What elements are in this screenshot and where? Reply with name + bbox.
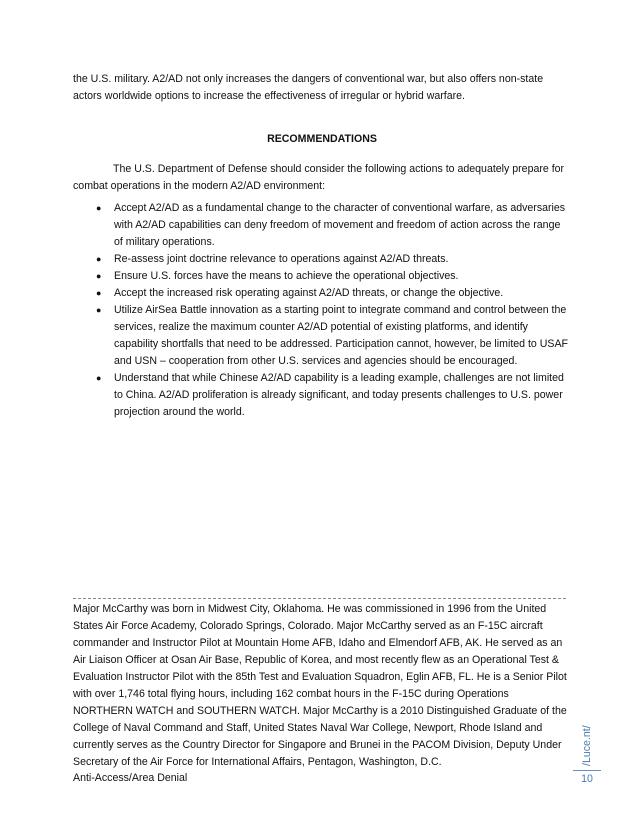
- bullet-icon: ●: [96, 271, 102, 281]
- recommendation-text: Ensure U.S. forces have the means to achieve the operational objectives.: [114, 270, 459, 282]
- bullet-icon: ●: [96, 305, 102, 315]
- author-bio-paragraph: Major McCarthy was born in Midwest City, Oklahoma. He was commissioned in 1996 from the United States Air Force Academy, Colorado Springs, Colorado. Major McCarthy served as an F-15C aircraft commander and Instructor Pilot at Mountain Home AFB, Idaho and Elmendorf AFB, AK. He served as an Air Liaison Officer at Osan Air Base, Republic of Korea, and most recently flew as an Operational Test & Evaluation Instructor Pilot with the 85th Test and Evaluation Squadron, Eglin AFB, FL. He is a Senior Pilot with over 1,746 total flying hours, including 162 combat hours in the F-15C during Operations NORTHERN WATCH and SOUTHERN WATCH. Major McCarthy is a 2010 Distinguished Graduate of the College of Naval Command and Staff, United States Naval War College, Newport, Rhode Island and currently serves as the Country Director for Singapore and Brunei in the PACOM Division, Deputy Under Secretary of the Air Force for International Affairs, Pentagon, Washington, D.C.: [73, 603, 567, 768]
- side-vertical-link[interactable]: /Luce.nt/: [581, 725, 593, 766]
- bullet-icon: ●: [96, 203, 102, 213]
- recommendation-text: Accept the increased risk operating against A2/AD threats, or change the objective.: [114, 287, 504, 299]
- recommendation-text: Accept A2/AD as a fundamental change to the character of conventional warfare, as adversaries with A2/AD capabilities can deny freedom of movement and freedom of action across the range of military operations.: [114, 202, 566, 248]
- recommendation-item: [96, 370, 571, 421]
- footer-title: Anti-Access/Area Denial: [73, 772, 188, 784]
- page-number: 10: [581, 773, 593, 785]
- bullet-icon: ●: [96, 373, 102, 383]
- bullet-icon: ●: [96, 288, 102, 298]
- recommendation-text: Utilize AirSea Battle innovation as a starting point to integrate command and control between the services, realize the maximum counter A2/AD potential of existing platforms, and identify capability shortfalls that need to be addressed. Participation cannot, however, be limited to USAF and USN – cooperation from other U.S. services and agencies should be encouraged.: [114, 304, 569, 367]
- recommendation-item: [96, 268, 571, 285]
- recommendations-heading: RECOMMENDATIONS: [267, 133, 377, 145]
- recommendation-text: Understand that while Chinese A2/AD capability is a leading example, challenges are not limited to China. A2/AD proliferation is already significant, and today presents challenges to U.S. power projection around the world.: [114, 372, 564, 418]
- recommendation-item: [96, 302, 571, 370]
- recommendation-text: Re-assess joint doctrine relevance to operations against A2/AD threats.: [114, 253, 449, 265]
- bullet-icon: ●: [96, 254, 102, 264]
- intro-paragraph: the U.S. military. A2/AD not only increases the dangers of conventional war, but also offers non-state actors worldwide options to increase the effectiveness of irregular or hybrid warfare.: [73, 73, 544, 102]
- recommendations-lead-paragraph: The U.S. Department of Defense should consider the following actions to adequately prepare for combat operations in the modern A2/AD environment:: [73, 163, 565, 192]
- recommendation-item: [96, 285, 571, 302]
- recommendations-list: [96, 200, 571, 421]
- recommendation-item: [96, 200, 571, 251]
- recommendation-item: [96, 251, 571, 268]
- bio-divider: [73, 598, 566, 599]
